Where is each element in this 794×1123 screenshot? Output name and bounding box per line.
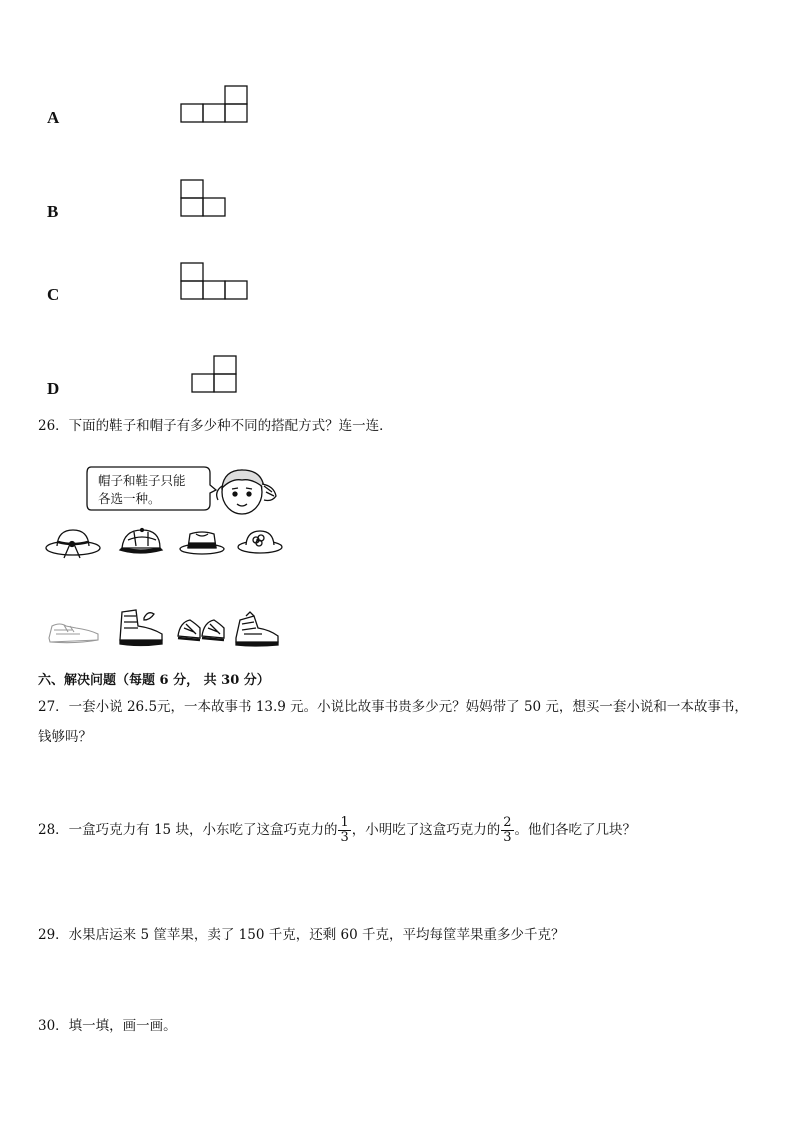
option-a-figure [180,86,252,126]
hat-ribbon-icon [44,526,104,562]
option-c-label: C [47,285,60,304]
option-a-label: A [47,108,60,127]
question-28-part-1: 28．一盒巧克力有 15 块，小东吃了这盒巧克力的 [38,822,338,838]
question-28-part-3: 。他们各吃了几块？ [514,822,637,838]
fedora-icon [178,528,226,558]
girl-face-icon [212,462,278,522]
speech-bubble-line-1: 帽子和鞋子只能 [98,473,186,488]
section-6-title: 六、解决问题（每题 6 分， 共 30 分） [38,673,270,688]
sport-shoe-icon [232,612,282,648]
sneaker-icon [46,616,102,646]
option-b-label: B [47,202,59,221]
question-27-line-2: 钱够吗？ [38,729,92,745]
boot-icon [116,608,168,648]
sandal-icon [174,612,228,646]
speech-bubble-line-2: 各选一种。 [98,491,161,506]
option-b-figure [180,179,230,219]
question-26-text: 26．下面的鞋子和帽子有多少种不同的搭配方式？连一连． [38,418,393,434]
fraction-two-thirds: $\frac{2}{3}$ [503,815,512,845]
question-28-text [38,816,636,845]
option-c-figure [180,262,252,302]
question-30-text: 30．填一填，画一画。 [38,1018,177,1034]
question-28-part-2: ，小明吃了这盒巧克力的 [351,822,501,838]
option-d-figure [191,355,241,395]
flower-hat-icon [236,526,284,558]
question-27-line-1: 27．一套小说 26.5元，一本故事书 13.9 元。小说比故事书贵多少元？妈妈带了 50 元，想买一套小说和一本故事书， [38,699,748,715]
fraction-one-third: $\frac{1}{3}$ [340,815,349,845]
cap-icon [118,526,164,560]
option-d-label: D [47,379,60,398]
question-29-text: 29．水果店运来 5 筐苹果，卖了 150 千克，还剩 60 千克，平均每筐苹果重多少千克？ [38,927,565,943]
